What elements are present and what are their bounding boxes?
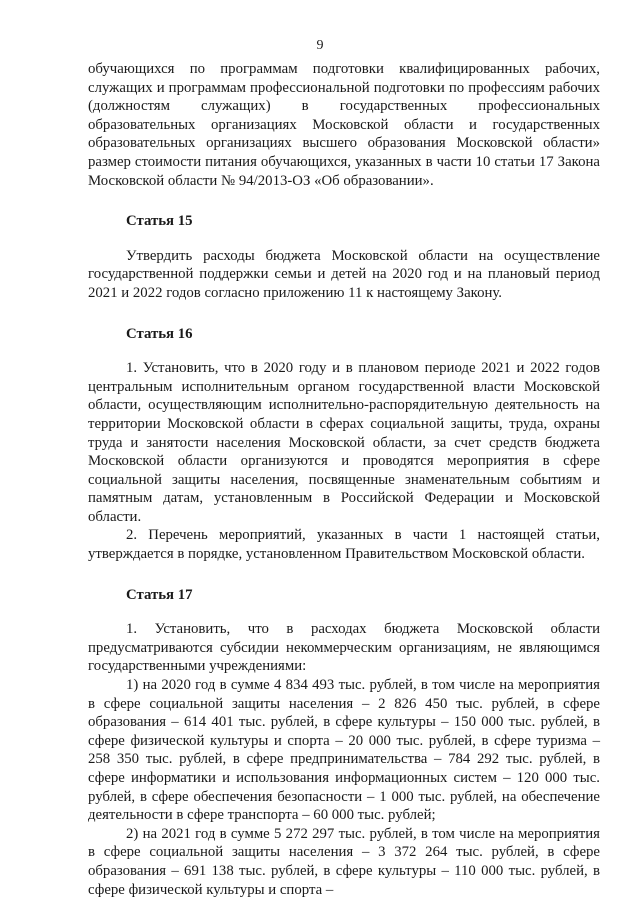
document-body	[88, 60, 600, 899]
article-17-part-1: 1. Установить, что в расходах бюджета Московской области предусматриваются субсидии некоммерческим организациям, не являющимся государственными учреждениями:	[88, 621, 600, 675]
article-16-part-1: 1. Установить, что в 2020 году и в плановом периоде 2021 и 2022 годов центральным исполнительным органом государственной власти Московской области, осуществляющим исполнительно-распорядительную деятельность на территории Московской области в сферах социальной защиты, труда, охраны труда и занятости населения Московской области, за счет средств бюджета Московской области организуются и проводятся мероприятия в сфере социальной защиты населения, посвященные знаменательным событиям и памятным датам, установленным в Российской Федерации и Московской области.	[88, 360, 600, 525]
article-15-heading: Статья 15	[126, 213, 193, 230]
article-16-part-2: 2. Перечень мероприятий, указанных в части 1 настоящей статьи, утверждается в порядке, установленном Правительством Московской области.	[88, 527, 600, 563]
article-17-item-1: 1) на 2020 год в сумме 4 834 493 тыс. рублей, в том числе на мероприятия в сфере социальной защиты населения – 2 826 450 тыс. рублей, в сфере образования – 614 401 тыс. рублей, в сфере культуры – 150 000 тыс. рублей, в сфере физической культуры и спорта – 20 000 тыс. рублей, в сфере туризма – 258 350 тыс. рублей, в сфере предпринимательства – 784 292 тыс. рублей, в сфере информатики и использования информационных систем – 120 000 тыс. рублей, в сфере обеспечения безопасности – 1 000 тыс. рублей, на обеспечение деятельности в сфере транспорта – 60 000 тыс. рублей;	[88, 677, 600, 824]
article-17-heading: Статья 17	[126, 586, 193, 603]
intro-paragraph: обучающихся по программам подготовки квалифицированных рабочих, служащих и программам профессиональной подготовки по профессиям рабочих (должностям служащих) в государственных профессиональных образовательных организациях Московской области и государственных образовательных организациях высшего образования Московской области» размер стоимости питания обучающихся, указанных в части 10 статьи 17 Закона Московской области № 94/2013-ОЗ «Об образовании».	[88, 61, 600, 189]
article-16-heading: Статья 16	[126, 325, 193, 342]
page-number: 9	[316, 38, 324, 53]
article-17-item-2: 2) на 2021 год в сумме 5 272 297 тыс. рублей, в том числе на мероприятия в сфере социальной защиты населения – 3 372 264 тыс. рублей, в сфере образования – 691 138 тыс. рублей, в сфере культуры – 110 000 тыс. рублей, в сфере физической культуры и спорта –	[88, 825, 600, 898]
article-15-text: Утвердить расходы бюджета Московской области на осуществление государственной поддержки семьи и детей на 2020 год и на плановый период 2021 и 2022 годов согласно приложению 11 к настоящему Закону.	[88, 247, 600, 301]
